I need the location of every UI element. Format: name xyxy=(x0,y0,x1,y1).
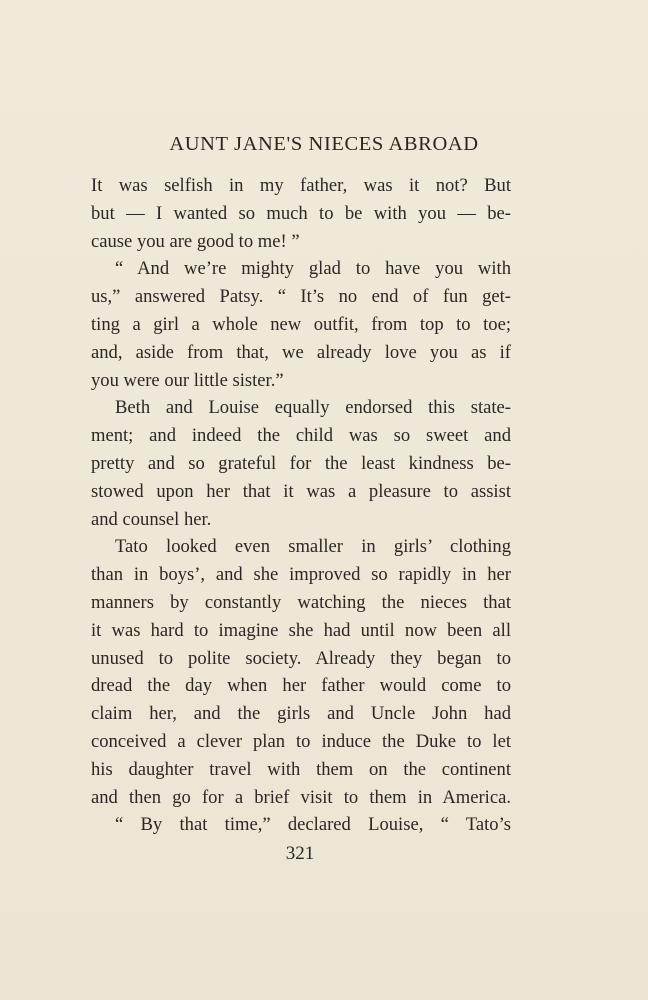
text-line: claim her, and the girls and Uncle John had xyxy=(91,703,511,725)
text-line: but — I wanted so much to be with you — be- xyxy=(91,202,511,224)
text-line: stowed upon her that it was a pleasure to assist xyxy=(91,480,511,502)
text-line: and counsel her. xyxy=(91,508,212,530)
body-text xyxy=(91,172,511,839)
text-line: Tato looked even smaller in girls’ clothing xyxy=(115,536,511,558)
text-line: his daughter travel with them on the continent xyxy=(91,758,511,780)
text-line: dread the day when her father would come to xyxy=(91,675,511,697)
text-line: Beth and Louise equally endorsed this state- xyxy=(115,397,511,419)
text-line: It was selfish in my father, was it not? But xyxy=(91,175,511,196)
text-line: and then go for a brief visit to them in America. xyxy=(91,786,511,808)
text-line: cause you are good to me! ” xyxy=(91,230,300,252)
text-line: us,” answered Patsy. “ It’s no end of fun get- xyxy=(91,286,511,308)
text-line: ting a girl a whole new outfit, from top to toe; xyxy=(91,313,511,335)
text-line: it was hard to imagine she had until now been all xyxy=(91,619,511,641)
text-line: you were our little sister.” xyxy=(91,369,284,391)
text-line: ment; and indeed the child was so sweet and xyxy=(91,425,511,447)
text-line: “ By that time,” declared Louise, “ Tato’s xyxy=(115,814,511,836)
text-line: “ And we’re mighty glad to have you with xyxy=(115,258,511,280)
text-line: and, aside from that, we already love you as if xyxy=(91,341,511,363)
text-line: manners by constantly watching the nieces that xyxy=(91,591,511,613)
text-line: than in boys’, and she improved so rapidly in her xyxy=(91,564,511,586)
page-number: 321 xyxy=(285,843,315,864)
text-line: unused to polite society. Already they began to xyxy=(91,647,511,669)
text-line: conceived a clever plan to induce the Duke to let xyxy=(91,730,511,752)
text-line: pretty and so grateful for the least kindness be- xyxy=(91,452,511,474)
running-head-title: AUNT JANE'S NIECES ABROAD xyxy=(169,133,479,155)
